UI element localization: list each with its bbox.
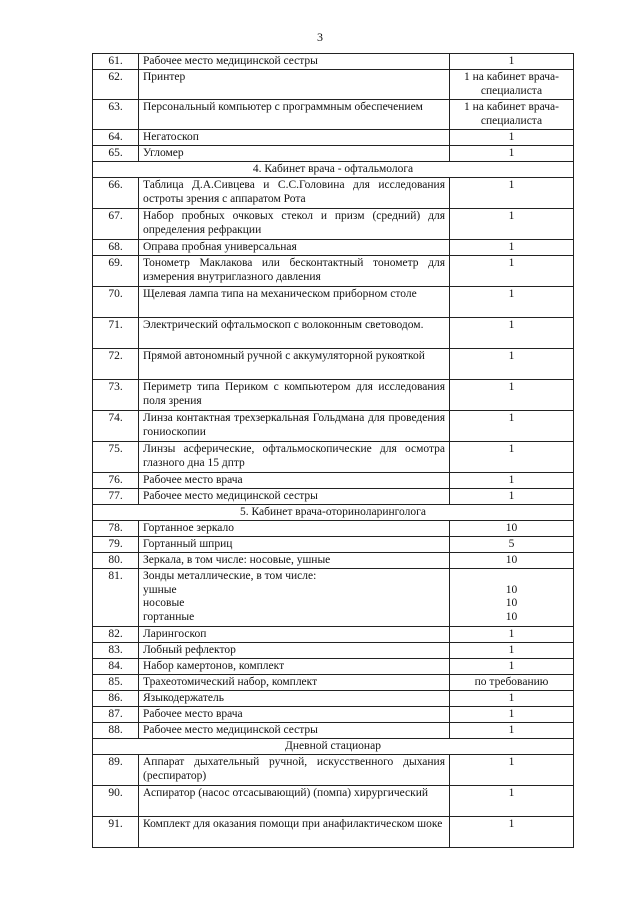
item-quantity: 1 xyxy=(450,380,574,411)
table-row xyxy=(93,178,574,209)
item-number: 75. xyxy=(93,442,139,473)
item-name: Языкодержатель xyxy=(139,691,450,707)
item-name: Негатоскоп xyxy=(139,130,450,146)
item-name: Гортанное зеркало xyxy=(139,521,450,537)
table-row xyxy=(93,256,574,287)
item-number: 80. xyxy=(93,553,139,569)
item-number: 67. xyxy=(93,209,139,240)
item-name: Таблица Д.А.Сивцева и С.С.Головина для исследования остроты зрения с аппаратом Рота xyxy=(139,178,450,209)
table-row xyxy=(93,569,574,627)
item-number: 61. xyxy=(93,54,139,70)
item-quantity: 1 xyxy=(450,755,574,786)
section-header-row xyxy=(93,505,574,521)
item-quantity: 1 xyxy=(450,287,574,318)
quantity-spacer xyxy=(454,570,569,584)
item-quantity: 1 xyxy=(450,786,574,817)
item-number: 86. xyxy=(93,691,139,707)
item-name: Оправа пробная универсальная xyxy=(139,240,450,256)
item-name: Тонометр Маклакова или бесконтактный тонометр для измерения внутриглазного давления xyxy=(139,256,450,287)
item-name: Ларингоскоп xyxy=(139,627,450,643)
item-quantity: 1 xyxy=(450,411,574,442)
item-number: 91. xyxy=(93,817,139,848)
group-title: Зонды металлические, в том числе: xyxy=(143,570,317,582)
item-quantity: 1 xyxy=(450,349,574,380)
item-name: Зеркала, в том числе: носовые, ушные xyxy=(139,553,450,569)
item-quantity: 10 xyxy=(450,521,574,537)
item-number: 66. xyxy=(93,178,139,209)
item-name: Комплект для оказания помощи при анафилактическом шоке xyxy=(139,817,450,848)
item-quantity: 1 xyxy=(450,209,574,240)
section-title: 4. Кабинет врача - офтальмолога xyxy=(93,162,574,178)
table-row xyxy=(93,318,574,349)
table-row xyxy=(93,240,574,256)
item-name xyxy=(139,569,450,627)
table-row xyxy=(93,442,574,473)
table-row xyxy=(93,349,574,380)
item-quantity: 1 xyxy=(450,659,574,675)
item-quantity: 1 xyxy=(450,643,574,659)
item-quantity: 1 на кабинет врача-специалиста xyxy=(450,70,574,100)
section-header-row xyxy=(93,739,574,755)
table-row xyxy=(93,627,574,643)
table-row xyxy=(93,537,574,553)
subitem-name: гортанные xyxy=(143,610,195,623)
item-number: 74. xyxy=(93,411,139,442)
item-name: Линзы асферические, офтальмоскопические для осмотра глазного дна 15 дптр xyxy=(139,442,450,473)
item-name: Набор пробных очковых стекол и призм (средний) для определения рефракции xyxy=(139,209,450,240)
subitem-quantity: 10 xyxy=(505,583,518,596)
table-row xyxy=(93,659,574,675)
item-quantity: 1 xyxy=(450,178,574,209)
table-row xyxy=(93,287,574,318)
item-name: Периметр типа Периком с компьютером для исследования поля зрения xyxy=(139,380,450,411)
item-quantity: 1 xyxy=(450,707,574,723)
item-quantity: 1 xyxy=(450,54,574,70)
item-number: 79. xyxy=(93,537,139,553)
subitem-name: ушные xyxy=(143,583,177,596)
item-number: 72. xyxy=(93,349,139,380)
table-row xyxy=(93,691,574,707)
item-name: Принтер xyxy=(139,70,450,100)
item-quantity: 1 xyxy=(450,627,574,643)
table-row xyxy=(93,473,574,489)
item-number: 64. xyxy=(93,130,139,146)
item-quantity: 10 xyxy=(450,553,574,569)
item-name: Рабочее место врача xyxy=(139,473,450,489)
item-name: Прямой автономный ручной с аккумуляторной рукояткой xyxy=(139,349,450,380)
item-quantity: 1 xyxy=(450,256,574,287)
item-quantity: 1 xyxy=(450,130,574,146)
item-number: 78. xyxy=(93,521,139,537)
equipment-table xyxy=(92,53,574,848)
equipment-table-body xyxy=(93,54,574,848)
item-quantity: 1 xyxy=(450,146,574,162)
item-number: 89. xyxy=(93,755,139,786)
table-row xyxy=(93,70,574,100)
item-quantity: 1 xyxy=(450,240,574,256)
item-number: 77. xyxy=(93,489,139,505)
item-number: 71. xyxy=(93,318,139,349)
table-row xyxy=(93,723,574,739)
table-row xyxy=(93,521,574,537)
item-number: 82. xyxy=(93,627,139,643)
table-row xyxy=(93,380,574,411)
item-quantity: по требованию xyxy=(450,675,574,691)
item-number: 84. xyxy=(93,659,139,675)
table-row xyxy=(93,786,574,817)
item-number: 87. xyxy=(93,707,139,723)
item-name: Гортанный шприц xyxy=(139,537,450,553)
item-name: Линза контактная трехзеркальная Гольдмана для проведения гониоскопии xyxy=(139,411,450,442)
item-quantity xyxy=(450,569,574,627)
item-quantity: 1 xyxy=(450,473,574,489)
item-name: Трахеотомический набор, комплект xyxy=(139,675,450,691)
item-name: Угломер xyxy=(139,146,450,162)
item-name: Персональный компьютер с программным обеспечением xyxy=(139,100,450,130)
table-row xyxy=(93,130,574,146)
item-name: Аппарат дыхательный ручной, искусственного дыхания (респиратор) xyxy=(139,755,450,786)
table-row xyxy=(93,54,574,70)
table-row xyxy=(93,411,574,442)
item-quantity: 1 xyxy=(450,817,574,848)
item-quantity: 1 xyxy=(450,691,574,707)
page-number: 3 xyxy=(317,30,323,44)
subitem-quantity: 10 xyxy=(505,597,518,609)
section-header-row xyxy=(93,162,574,178)
table-row xyxy=(93,553,574,569)
item-number: 83. xyxy=(93,643,139,659)
item-name: Электрический офтальмоскоп с волоконным световодом. xyxy=(139,318,450,349)
item-name: Рабочее место медицинской сестры xyxy=(139,54,450,70)
item-number: 88. xyxy=(93,723,139,739)
item-number: 63. xyxy=(93,100,139,130)
item-quantity: 1 xyxy=(450,442,574,473)
item-quantity: 5 xyxy=(450,537,574,553)
item-number: 81. xyxy=(93,569,139,627)
item-quantity: 1 на кабинет врача-специалиста xyxy=(450,100,574,130)
table-row xyxy=(93,209,574,240)
item-name: Рабочее место медицинской сестры xyxy=(139,723,450,739)
table-row xyxy=(93,675,574,691)
table-row xyxy=(93,643,574,659)
table-row xyxy=(93,489,574,505)
item-number: 76. xyxy=(93,473,139,489)
table-row xyxy=(93,817,574,848)
item-quantity: 1 xyxy=(450,723,574,739)
item-name: Рабочее место медицинской сестры xyxy=(139,489,450,505)
item-number: 73. xyxy=(93,380,139,411)
item-number: 62. xyxy=(93,70,139,100)
item-number: 65. xyxy=(93,146,139,162)
item-name: Щелевая лампа типа на механическом приборном столе xyxy=(139,287,450,318)
item-number: 68. xyxy=(93,240,139,256)
item-name: Рабочее место врача xyxy=(139,707,450,723)
table-row xyxy=(93,100,574,130)
subitem-quantity: 10 xyxy=(505,610,518,623)
item-quantity: 1 xyxy=(450,489,574,505)
item-number: 69. xyxy=(93,256,139,287)
section-title: Дневной стационар xyxy=(93,739,574,755)
table-row xyxy=(93,707,574,723)
item-name: Набор камертонов, комплект xyxy=(139,659,450,675)
item-quantity: 1 xyxy=(450,318,574,349)
table-row xyxy=(93,146,574,162)
item-number: 70. xyxy=(93,287,139,318)
item-number: 90. xyxy=(93,786,139,817)
item-name: Аспиратор (насос отсасывающий) (помпа) хирургический xyxy=(139,786,450,817)
table-row xyxy=(93,755,574,786)
item-name: Лобный рефлектор xyxy=(139,643,450,659)
item-number: 85. xyxy=(93,675,139,691)
section-title: 5. Кабинет врача-оториноларинголога xyxy=(93,505,574,521)
subitem-name: носовые xyxy=(143,597,185,609)
